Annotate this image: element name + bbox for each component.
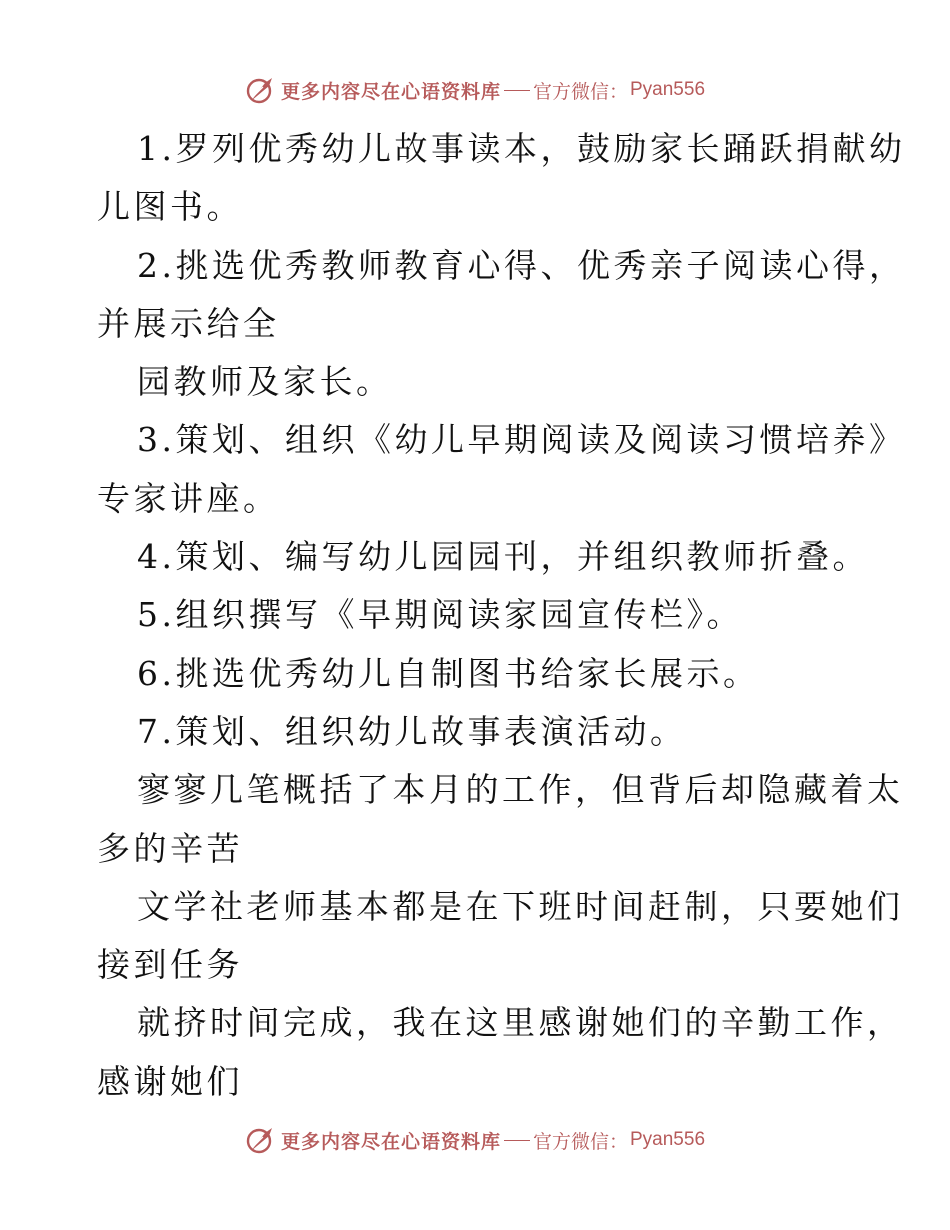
text-line: 文学社老师基本都是在下班时间赶制，只要她们 [137, 886, 904, 926]
text-line: 接到任务 [97, 945, 243, 985]
watermark-brand: 更多内容尽在心语资料库 [280, 80, 501, 103]
feather-pen-logo-icon [245, 75, 275, 105]
header-watermark [0, 70, 950, 110]
document-body [97, 120, 906, 1111]
watermark-wechat-id: Pyan556 [630, 79, 706, 100]
text-line: 3.策划、组织《幼儿早期阅读及阅读习惯培养》 [137, 420, 906, 460]
text-line: 多的辛苦 [97, 828, 243, 868]
text-line: 7.策划、组织幼儿故事表演活动。 [137, 711, 687, 751]
watermark-wechat-label: 官方微信： [532, 1130, 628, 1153]
watermark-wechat-id: Pyan556 [630, 1129, 706, 1150]
watermark-wechat-label: 官方微信： [532, 80, 628, 103]
text-line: 5.组织撰写《早期阅读家园宣传栏》。 [137, 595, 743, 635]
watermark-dash [504, 1140, 530, 1141]
text-line: 6.挑选优秀幼儿自制图书给家长展示。 [137, 653, 760, 693]
text-line: 专家讲座。 [97, 478, 280, 518]
text-line: 并展示给全 [97, 303, 280, 343]
text-line: 1.罗列优秀幼儿故事读本，鼓励家长踊跃捐献幼 [137, 129, 906, 168]
watermark-dash [504, 90, 530, 91]
footer-watermark [0, 1120, 950, 1160]
watermark-brand: 更多内容尽在心语资料库 [280, 1130, 501, 1153]
text-line: 寥寥几笔概括了本月的工作，但背后却隐藏着太 [137, 770, 904, 810]
feather-pen-logo-icon [245, 1125, 275, 1155]
text-line: 儿图书。 [97, 187, 243, 227]
text-line: 园教师及家长。 [137, 362, 393, 402]
text-line: 感谢她们 [97, 1061, 243, 1101]
text-line: 就挤时间完成，我在这里感谢她们的辛勤工作， [137, 1003, 904, 1043]
text-line: 4.策划、编写幼儿园园刊，并组织教师折叠。 [137, 537, 869, 577]
text-line: 2.挑选优秀教师教育心得、优秀亲子阅读心得， [137, 245, 906, 285]
